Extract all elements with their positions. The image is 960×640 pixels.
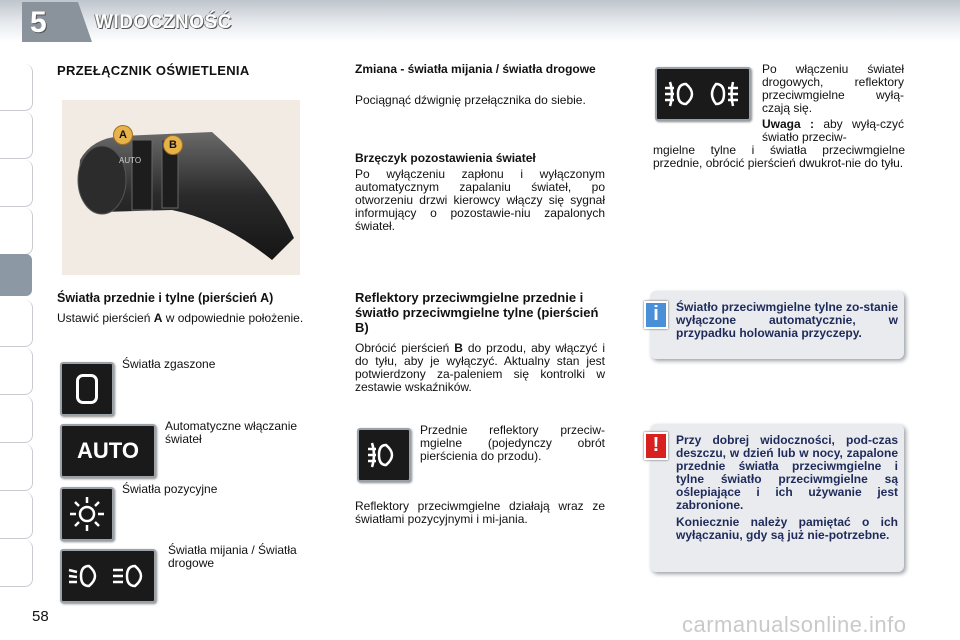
uwaga-continuation: mgielne tylne i światła przeciwmgielne przednie, obrócić pierścień dwukrot-nie do tyłu.: [653, 143, 905, 170]
warning-note-text-2: Koniecznie należy pamiętać o ich wyłączaniu, gdy są już nie-potrzebne.: [676, 515, 898, 542]
dipped-main-beam-label: Światła mijania / Światła drogowe: [168, 543, 297, 570]
headlights-icon: [60, 549, 156, 603]
warning-note: [650, 424, 904, 572]
buzzer-text: Po wyłączeniu zapłonu i wyłączonym automatycznym zapalaniu świateł, po otworzeniu drzwi kierowcy włączy się sygnał informujący o pozostawie-niu zapalonych świateł.: [355, 167, 605, 233]
side-tab: [0, 300, 33, 347]
chapter-number: 5: [30, 6, 47, 39]
buzzer-title: Brzęczyk pozostawienia świateł: [355, 151, 536, 165]
fog-lamps-text: Obrócić pierścień B do przodu, aby włączyć i do tyłu, aby je wyłączyć. Aktualny stan jest potwierdzony za-paleniem się kontrolki w zestawie wskaźników.: [355, 341, 605, 394]
info-note-text: Światło przeciwmgielne tylne zo-stanie wyłączone automatycznie, w przypadku holowania przyczepy.: [676, 300, 898, 340]
front-fog-icon: [357, 428, 411, 482]
fog-lamps-title: Reflektory przeciwmgielne przednie i światło przeciwmgielne tylne (pierścień B): [355, 290, 599, 335]
warning-icon: !: [644, 432, 668, 460]
lights-off-label: Światła zgaszone: [122, 357, 216, 371]
photo-auto-label: AUTO: [119, 156, 142, 165]
info-note: [650, 291, 904, 359]
beam-change-text: Pociągnąć dźwignię przełącznika do siebie.: [355, 93, 586, 107]
info-icon: i: [644, 301, 668, 329]
side-tab: [0, 444, 33, 491]
stalk-illustration: [62, 100, 300, 275]
fog-off-with-main-beam-text: Po włączeniu świateł drogowych, reflektory przeciwmgielne wyłą-czają się.: [762, 62, 904, 115]
side-tab: [0, 208, 33, 255]
ring-b-marker: B: [163, 135, 183, 155]
side-tab: [0, 492, 33, 539]
side-tab-active: [0, 254, 32, 296]
ring-a-marker: A: [113, 125, 133, 145]
off-icon: [60, 362, 114, 416]
chapter-title: WIDOCZNOŚĆ: [95, 12, 232, 33]
side-tab: [0, 396, 33, 443]
auto-icon: AUTO: [60, 424, 156, 478]
side-tab: [0, 348, 33, 395]
side-tab: [0, 64, 33, 111]
side-tab: [0, 540, 33, 587]
ring-a-intro: Ustawić pierścień A w odpowiednie położenie.: [57, 311, 304, 325]
sidelights-icon: [60, 487, 114, 541]
watermark: carmanualsonline.info: [682, 612, 907, 637]
switch-photo: [62, 100, 300, 275]
uwaga-line: Uwaga : aby wyłą-czyć światło przeciw-: [762, 117, 904, 144]
fog-lamps-note: Reflektory przeciwmgielne działają wraz ze światłami pozycyjnymi i mi-jania.: [355, 499, 605, 526]
warning-note-text-1: Przy dobrej widoczności, pod-czas deszczu, w dzień lub w nocy, zapalone przednie światła przeciwmgielne i tylne światło przeciwmgielne są oślepiające i ich używanie jest zabronione.: [676, 433, 898, 512]
side-tab: [0, 160, 33, 207]
page-number: 58: [32, 608, 49, 625]
auto-lights-label: Automatyczne włączanie świateł: [165, 419, 298, 446]
side-tab: [0, 112, 33, 159]
beam-change-title: Zmiana - światła mijania / światła drogowe: [355, 62, 596, 76]
front-rear-lights-title: Światła przednie i tylne (pierścień A): [57, 291, 274, 305]
sidelights-label: Światła pozycyjne: [122, 482, 218, 496]
front-fog-icon-label: Przednie reflektory przeciw-mgielne (pojedynczy obrót pierścienia do przodu).: [420, 423, 605, 463]
front-rear-fog-icon: [655, 67, 751, 121]
section-title: PRZEŁĄCZNIK OŚWIETLENIA: [57, 63, 250, 78]
